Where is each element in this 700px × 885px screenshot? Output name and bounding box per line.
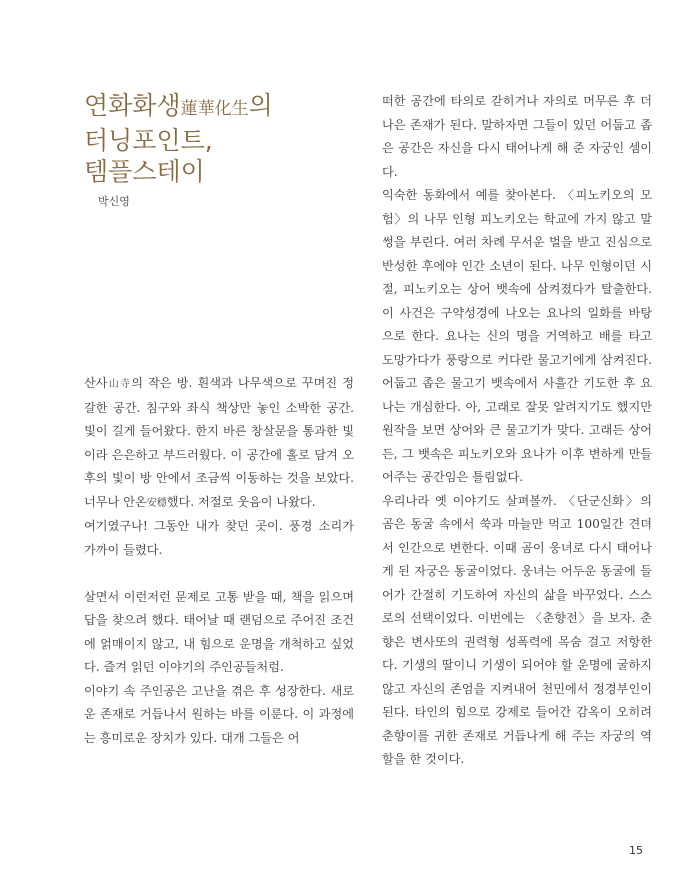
author-name: 박신영 [98, 195, 130, 208]
title-line-2: 터닝포인트, [84, 126, 213, 155]
right-column [382, 90, 652, 772]
article-title [84, 90, 354, 187]
page-number: 15 [629, 844, 643, 857]
left-column [84, 372, 354, 750]
paragraph: 여기였구나! 그동안 내가 찾던 곳이. 풍경 소리가 가까이 들렸다. [84, 519, 354, 557]
paragraph: 우리나라 옛 이야기도 살펴볼까. 〈단군신화〉의 곰은 동굴 속에서 쑥과 마늘만 먹고 100일간 견뎌서 인간으로 변한다. 이때 곰이 웅녀로 다시 태어나게 된 자궁은 동굴이었다. 웅녀는 어두운 동굴에 들어가 간절히 기도하여 자신의 삶을 바꾸었다. 스스로의 선택이었다. 이번에는 〈춘향전〉을 보자. 춘향은 변사또의 권력형 성폭력에 목숨 걸고 저항한다. 기생의 딸이니 기생이 되어야 할 운명에 굴하지 않고 자신의 존엄을 지켜내어 천민에서 정경부인이 된다. 타인의 힘으로 강제로 들어간 감옥이 오히려 춘향이를 귀한 존재로 거듭나게 해 주는 자궁의 역할을 한 것이다. [382, 493, 652, 766]
paragraph: 익숙한 동화에서 예를 찾아본다. 〈피노키오의 모험〉의 나무 인형 피노키오는 학교에 가지 않고 말썽을 부린다. 여러 차례 무서운 벌을 받고 진심으로 반성한 후에야 인간 소년이 된다. 나무 인형이던 시절, 피노키오는 상어 뱃속에 삼켜졌다가 탈출한다. 이 사건은 구약성경에 나오는 요나의 일화를 바탕으로 한다. 요나는 신의 명을 거역하고 배를 타고 도망가다가 풍랑으로 커다란 물고기에게 삼켜진다. 어둡고 좁은 물고기 뱃속에서 사흘간 기도한 후 요나는 개심한다. 아, 고래로 잘못 알려지기도 했지만 원작을 보면 상어와 큰 물고기가 맞다. 고래든 상어든, 그 뱃속은 피노키오와 요나가 이후 변하게 만들어주는 공간임은 틀림없다. [382, 188, 652, 484]
paragraph: 산사山寺의 작은 방. 흰색과 나무색으로 꾸며진 정갈한 공간. 침구와 좌식 책상만 놓인 소박한 공간. 빛이 길게 들어왔다. 한지 바른 창살문을 통과한 빛이라 은은하고 부드러웠다. 이 공간에 홀로 담겨 오후의 빛이 방 안에서 조금씩 이동하는 것을 보았다. 너무나 안온安穩했다. 저절로 웃음이 나왔다. [84, 376, 354, 509]
title-line-3: 템플스테이 [84, 157, 205, 186]
paragraph-gap [84, 562, 354, 586]
title-hanja: 蓮華化生 [180, 99, 249, 119]
paragraph: 이야기 속 주인공은 고난을 겪은 후 성장한다. 새로운 존재로 거듭나서 원하는 바를 이룬다. 이 과정에는 흥미로운 장치가 있다. 대개 그들은 어 [84, 683, 354, 745]
paragraph: 떠한 공간에 타의로 갇히거나 자의로 머무른 후 더 나은 존재가 된다. 말하자면 그들이 있던 어둡고 좁은 공간은 자신을 다시 태어나게 해 준 자궁인 셈이다. [382, 94, 652, 179]
title-line-1: 연화화생蓮華化生의 [84, 91, 273, 120]
hanja-annotation: 安穩 [146, 497, 167, 509]
paragraph: 살면서 이런저런 문제로 고통 받을 때, 책을 읽으며 답을 찾으려 했다. 태어날 때 랜덤으로 주어진 조건에 얽매이지 않고, 내 힘으로 운명을 개척하고 싶었다. 즐겨 읽던 이야기의 주인공들처럼. [84, 589, 354, 674]
hanja-annotation: 山寺 [107, 379, 132, 390]
